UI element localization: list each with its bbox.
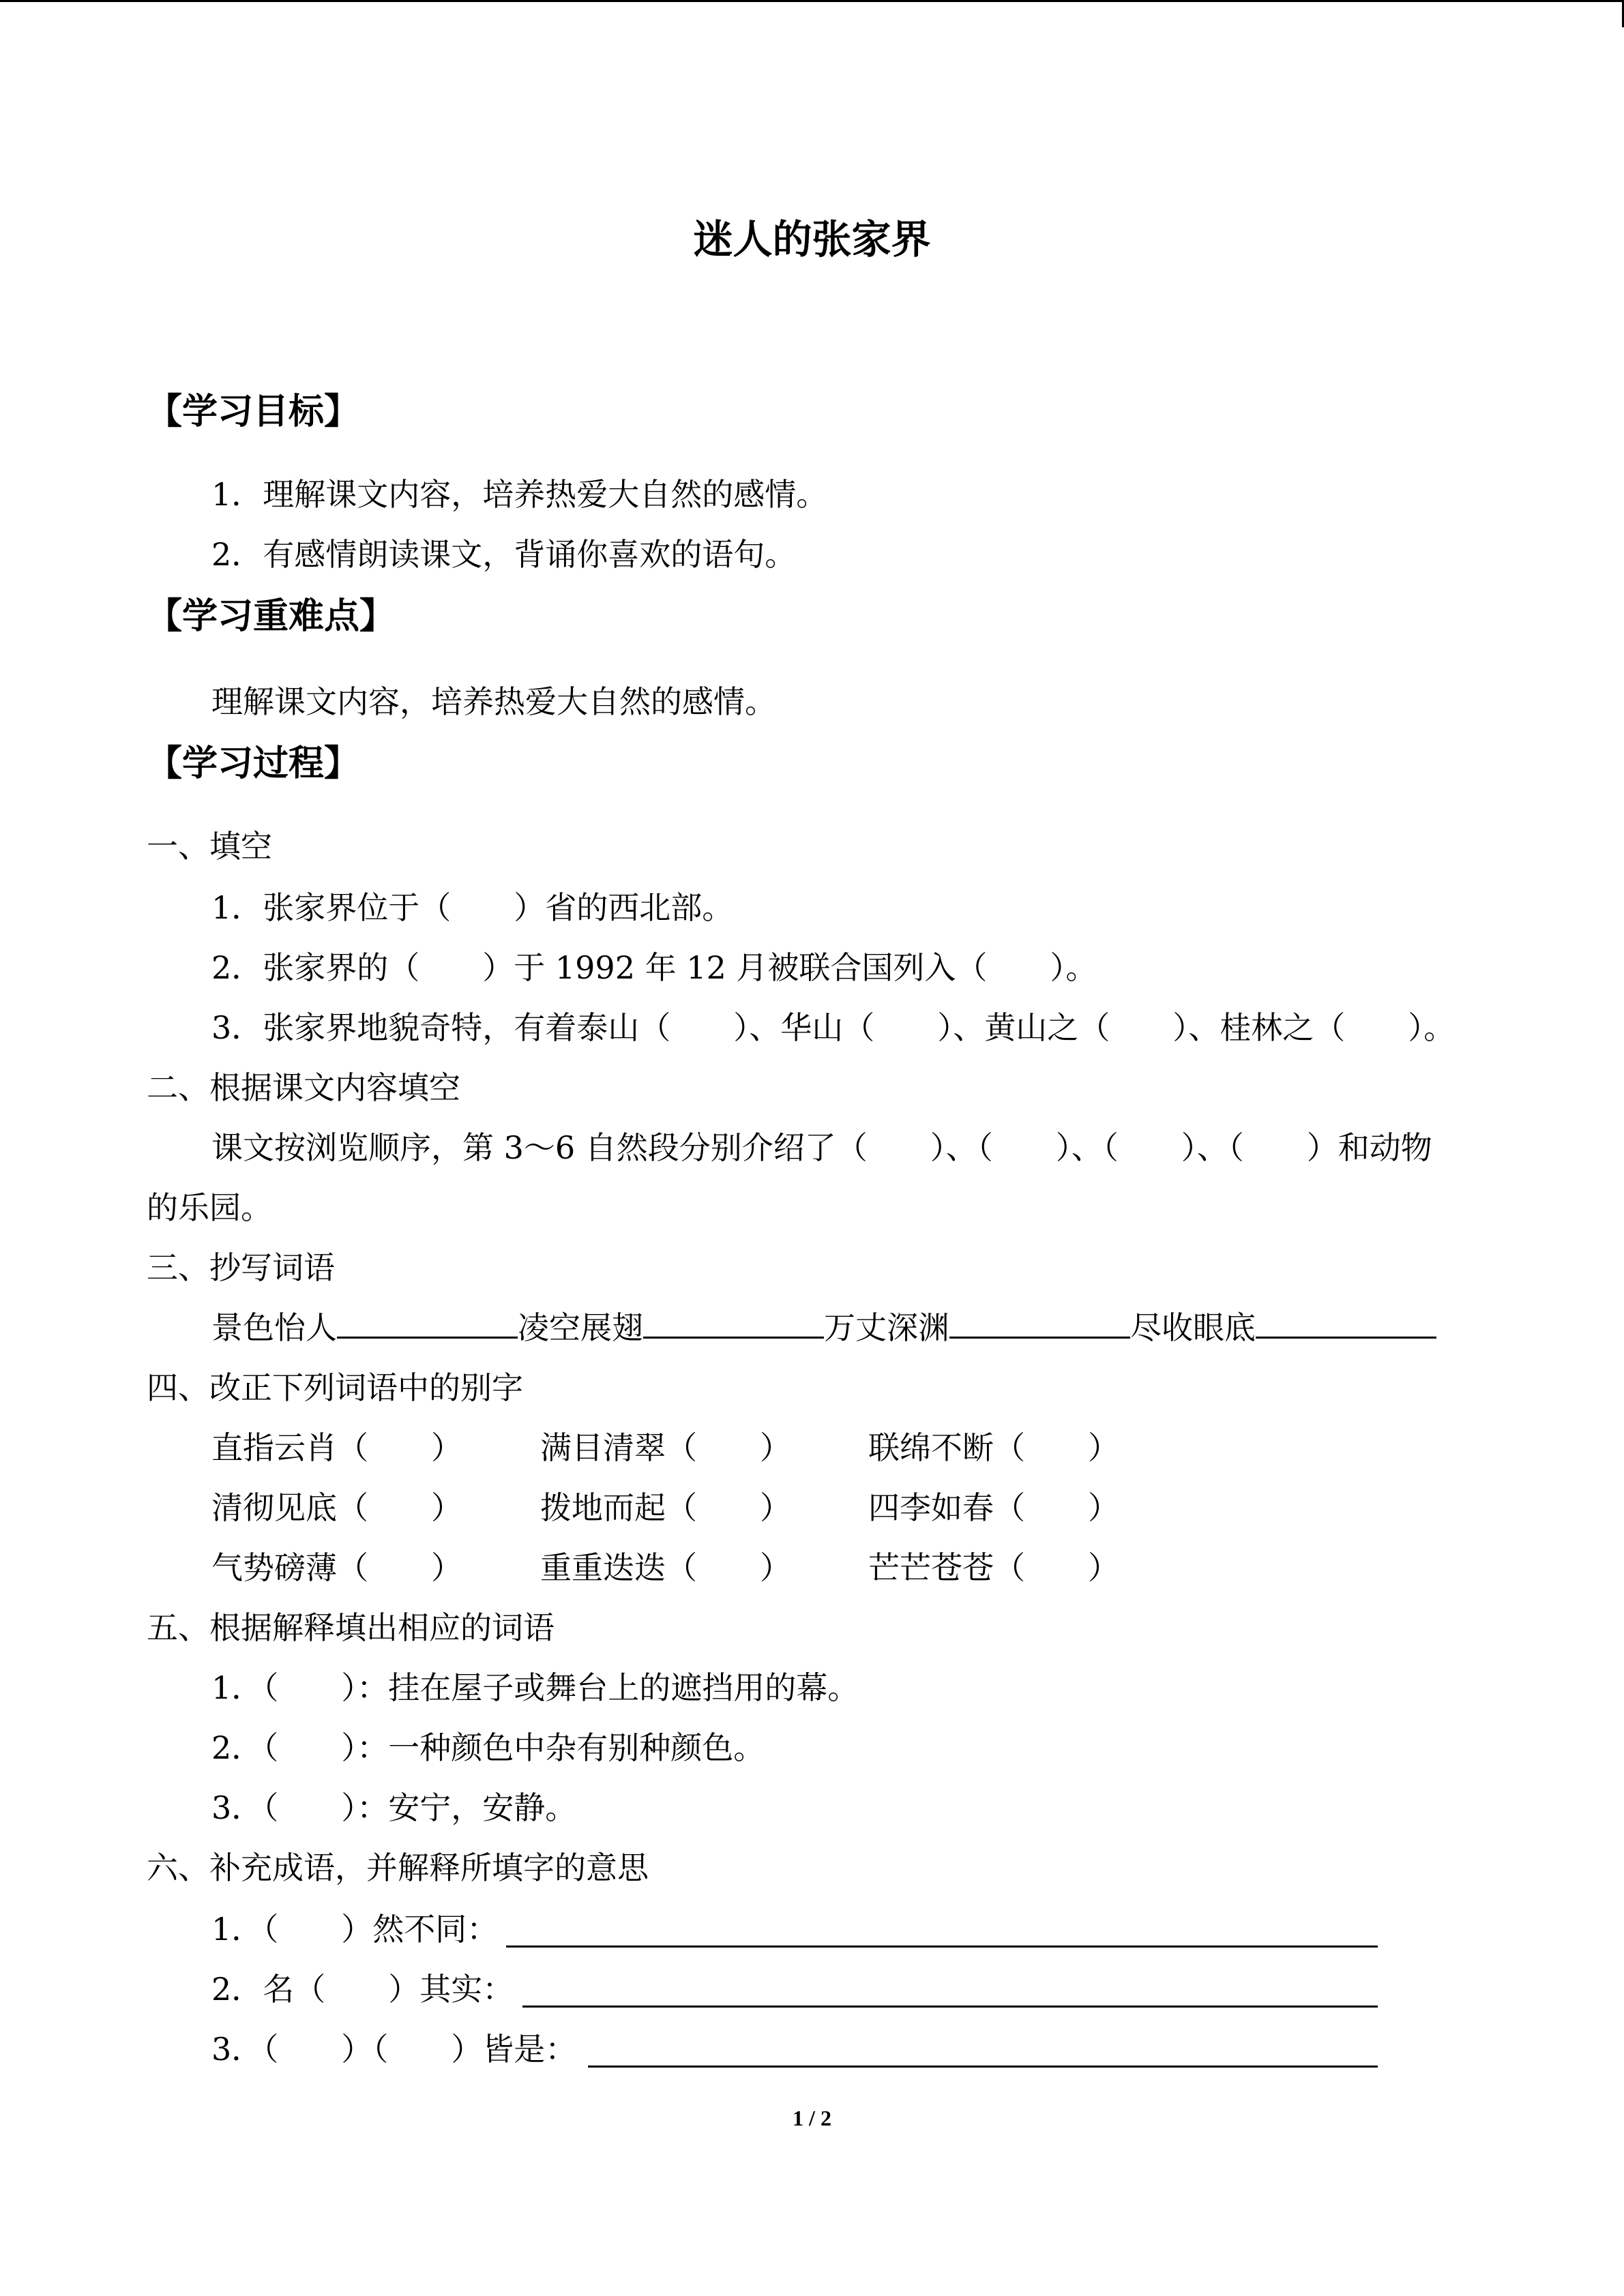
typo-word: 四李如春（ ）: [868, 1489, 1119, 1526]
copy-word-1: 景色怡人: [211, 1309, 337, 1346]
copy-blank-1[interactable]: [337, 1337, 518, 1339]
typo-word: 清彻见底（ ）: [211, 1489, 462, 1526]
definition-item-2: 2．（ ）：一种颜色中杂有别种颜色。: [211, 1729, 765, 1766]
key-points-heading: 【学习重难点】: [147, 596, 396, 637]
page-number: 1 / 2: [793, 2106, 831, 2130]
copy-word-4: 尽收眼底: [1130, 1309, 1256, 1346]
process-heading: 【学习过程】: [147, 743, 360, 784]
fill-question-1: 1．张家界位于（ ）省的西北部。: [211, 889, 734, 926]
idiom-answer-line-2[interactable]: [522, 2006, 1378, 2008]
section-3-title: 三、抄写词语: [147, 1249, 335, 1286]
idiom-item-3: 3．（ ）（ ）皆是：: [211, 2031, 577, 2068]
page-title: 迷人的张家界: [693, 216, 931, 263]
copy-blank-2[interactable]: [643, 1337, 824, 1339]
typo-word: 气势磅薄（ ）: [211, 1549, 462, 1586]
fill-question-2: 2．张家界的（ ）于 1992 年 12 月被联合国列入（ ）。: [211, 949, 1097, 986]
copy-word-2: 凌空展翅: [518, 1309, 643, 1346]
definition-item-3: 3．（ ）：安宁，安静。: [211, 1789, 577, 1826]
section-1-title: 一、填空: [147, 828, 272, 865]
definition-item-1: 1．（ ）：挂在屋子或舞台上的遮挡用的幕。: [211, 1669, 859, 1706]
copy-blank-3[interactable]: [949, 1337, 1130, 1339]
typo-word: 重重迭迭（ ）: [540, 1549, 791, 1586]
section-6-title: 六、补充成语，并解释所填字的意思: [147, 1849, 649, 1886]
section-2-line-2: 的乐园。: [147, 1189, 272, 1226]
section-4-title: 四、改正下列词语中的别字: [147, 1369, 523, 1406]
typo-word: 联绵不断（ ）: [868, 1429, 1119, 1466]
section-5-title: 五、根据解释填出相应的词语: [147, 1609, 555, 1646]
idiom-item-1: 1．（ ）然不同：: [211, 1911, 499, 1948]
section-2-line-1: 课文按浏览顺序，第 3～6 自然段分别介绍了（ ）、（ ）、（ ）、（ ）和动物: [211, 1129, 1432, 1166]
key-points-text: 理解课文内容，培养热爱大自然的感情。: [211, 683, 776, 720]
idiom-item-2: 2．名（ ）其实：: [211, 1971, 514, 2008]
goals-heading: 【学习目标】: [147, 391, 360, 432]
typo-word: 芒芒苍苍（ ）: [868, 1549, 1119, 1586]
goal-item-2: 2．有感情朗读课文，背诵你喜欢的语句。: [211, 536, 797, 573]
page-border-top: [0, 0, 1624, 2]
idiom-answer-line-1[interactable]: [506, 1945, 1378, 1948]
typo-word: 满目清翠（ ）: [540, 1429, 791, 1466]
copy-blank-4[interactable]: [1256, 1337, 1436, 1339]
idiom-answer-line-3[interactable]: [588, 2066, 1378, 2068]
typo-word: 拨地而起（ ）: [540, 1489, 791, 1526]
section-2-title: 二、根据课文内容填空: [147, 1069, 460, 1106]
copy-words-row: [211, 1309, 1436, 1346]
typo-word: 直指云肖（ ）: [211, 1429, 462, 1466]
copy-word-3: 万丈深渊: [824, 1309, 949, 1346]
goal-item-1: 1．理解课文内容，培养热爱大自然的感情。: [211, 476, 828, 513]
fill-question-3: 3．张家界地貌奇特，有着泰山（ ）、华山（ ）、黄山之（ ）、桂林之（ ）。: [211, 1009, 1456, 1046]
